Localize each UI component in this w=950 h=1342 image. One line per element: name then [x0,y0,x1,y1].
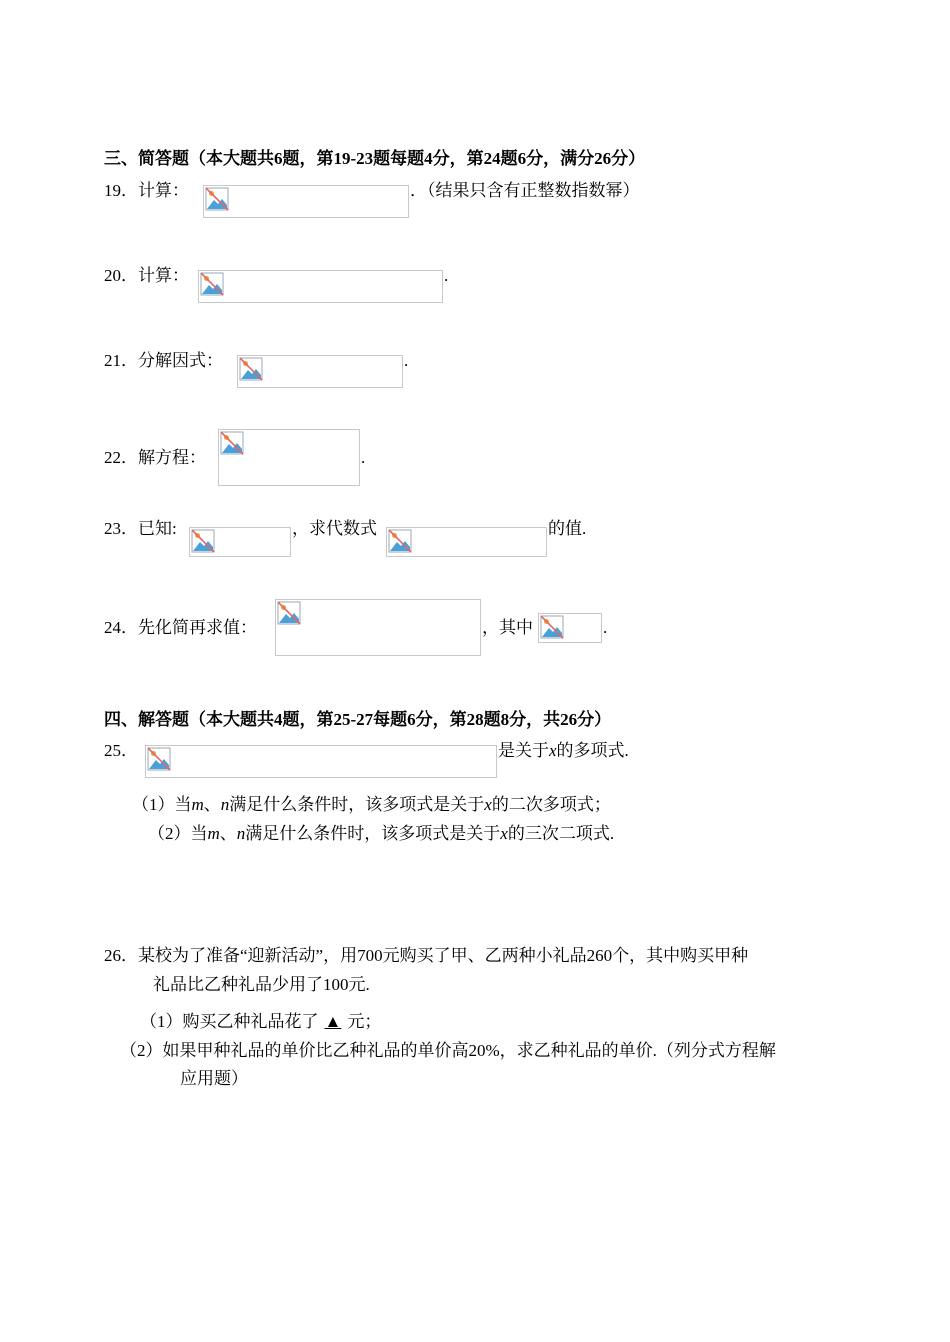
q26-part-2-line-2: 应用题） [180,1069,248,1088]
q24-expression-image [275,599,481,656]
section-4-heading: 四、解答题（本大题共4题，第25-27每题6分，第28题8分，共26分） [104,710,612,729]
broken-image-icon [200,272,224,296]
broken-image-icon [205,187,229,211]
q24-suffix: . [603,618,608,637]
q20-suffix: . [444,266,449,285]
broken-image-icon [388,529,412,553]
broken-image-icon [540,615,564,639]
q21-suffix: . [404,351,409,370]
q19-prefix: 19．计算： [104,181,189,200]
q23-suffix: 的值. [548,519,587,538]
broken-image-icon [277,601,301,625]
q21-formula-image [237,355,403,388]
q22-suffix: . [361,448,366,467]
q26-line-2: 礼品比乙种礼品少用了100元. [153,975,370,994]
broken-image-icon [239,357,263,381]
q23-expression-image [386,527,547,557]
broken-image-icon [147,747,171,771]
q26-part-2-line-1: （2）如果甲种礼品的单价比乙种礼品的单价高20%，求乙种礼品的单价.（列分式方程解 [120,1041,776,1060]
q24-value-image [538,613,602,643]
q19-suffix: ．（结果只含有正整数指数幂） [410,181,640,200]
q25-polynomial-image [145,745,497,778]
q26-part-1: （1）购买乙种礼品花了 ▲ 元； [140,1012,382,1031]
q25-part-2: （2）当m、n满足什么条件时，该多项式是关于x的三次二项式. [148,824,615,843]
answer-blank: ▲ [324,1012,342,1031]
q22-formula-image [218,429,360,486]
q23-condition-image [189,527,291,557]
q23-prefix: 23．已知: [104,519,177,538]
q26-line-1: 26．某校为了准备“迎新活动”，用700元购买了甲、乙两种小礼品260个，其中购买甲种 [104,946,749,965]
q20-prefix: 20．计算： [104,266,189,285]
broken-image-icon [191,529,215,553]
q20-formula-image [198,270,443,303]
broken-image-icon [220,431,244,455]
q24-middle: ，其中 [482,618,533,637]
q19-formula-image [203,185,409,218]
q25-suffix: 是关于x的多项式. [498,741,629,760]
q22-prefix: 22．解方程： [104,448,206,467]
q21-prefix: 21．分解因式： [104,351,223,370]
q25-part-1: （1）当m、n满足什么条件时，该多项式是关于x的二次多项式； [132,795,611,814]
section-3-heading: 三、简答题（本大题共6题，第19-23题每题4分，第24题6分，满分26分） [104,149,646,168]
q24-prefix: 24．先化简再求值： [104,618,257,637]
q25-prefix: 25． [104,741,138,760]
q23-middle: ，求代数式 [292,519,377,538]
